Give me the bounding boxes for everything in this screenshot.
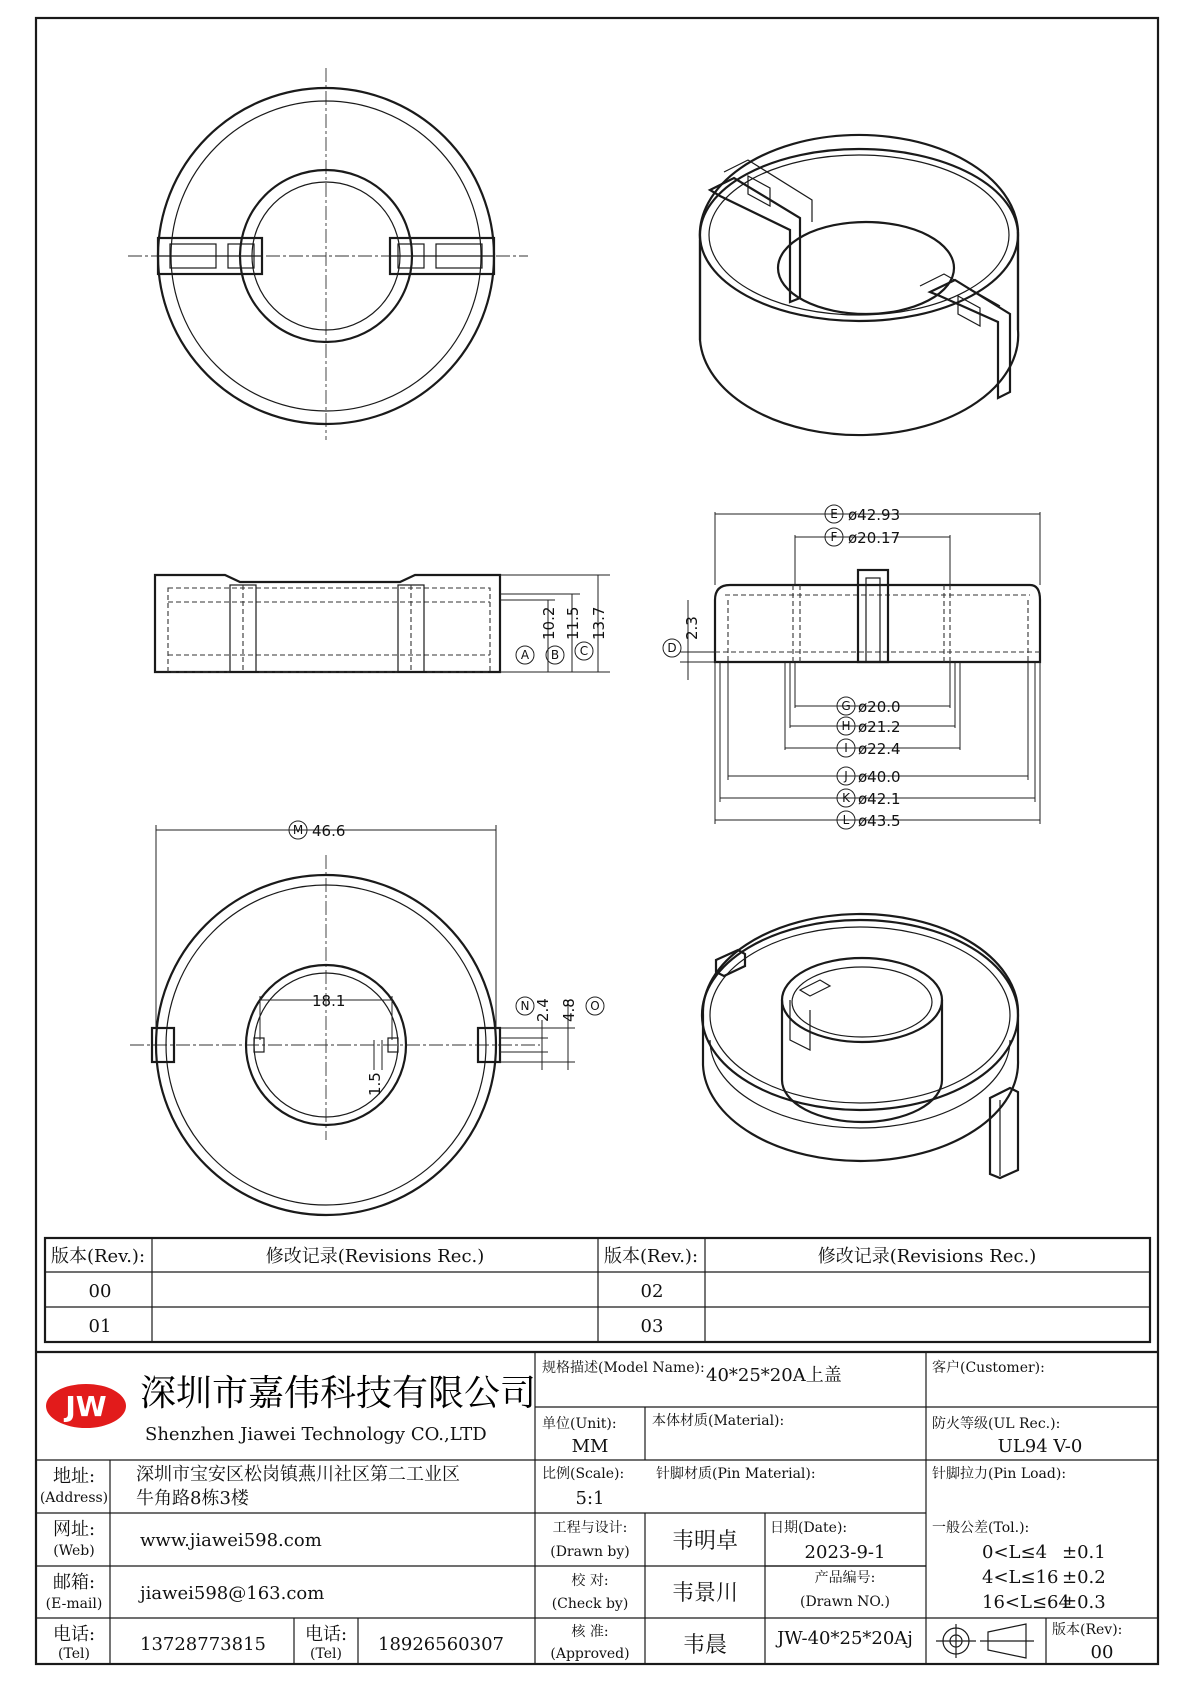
- tel-label-2-en: (Tel): [310, 1646, 342, 1662]
- rev-row-00: 00: [88, 1281, 112, 1302]
- tol-range-3: 16<L≤64: [982, 1592, 1070, 1613]
- svg-text:O: O: [590, 999, 600, 1013]
- drawn-by: 韦明卓: [671, 1529, 739, 1554]
- email-label-en: (E-mail): [45, 1596, 103, 1612]
- balloon-a: [516, 646, 534, 664]
- approved-by: 韦晨: [682, 1633, 728, 1658]
- rec-header-left: 修改记录(Revisions Rec.): [265, 1246, 485, 1267]
- tel-label: 电话:: [52, 1624, 96, 1645]
- company-name-en: Shenzhen Jiawei Technology CO.,LTD: [145, 1424, 487, 1445]
- tol-value-2: ±0.2: [1062, 1567, 1106, 1588]
- tol-value-1: ±0.1: [1062, 1542, 1106, 1563]
- top-view: [128, 68, 528, 440]
- svg-text:N: N: [520, 999, 530, 1013]
- check-label-en: (Check by): [551, 1596, 629, 1612]
- dim-inner-width-value: 18.1: [312, 992, 346, 1010]
- email-label: 邮箱:: [52, 1572, 96, 1593]
- dim-slot-value: 1.5: [366, 1072, 384, 1096]
- iso-top-view: [700, 135, 1018, 435]
- date-value: 2023-9-1: [804, 1542, 886, 1563]
- email-value: jiawei598@163.com: [140, 1583, 325, 1604]
- drawing-no-label: 产品编号:: [814, 1570, 876, 1586]
- svg-text:I: I: [844, 741, 848, 755]
- dim-d-value: 2.3: [683, 616, 701, 640]
- iso-bottom-view: [702, 914, 1018, 1178]
- dim-l-value: ø43.5: [858, 812, 901, 830]
- ul-label: 防火等级(UL Rec.):: [932, 1416, 1061, 1432]
- balloon-d: [663, 639, 681, 657]
- tol-range-2: 4<L≤16: [982, 1567, 1059, 1588]
- address-label-en: (Address): [39, 1490, 109, 1506]
- tel-label-2: 电话:: [304, 1624, 348, 1645]
- svg-text:B: B: [550, 648, 560, 662]
- tol-value-3: ±0.3: [1062, 1592, 1106, 1613]
- dim-j-value: ø40.0: [858, 768, 901, 786]
- rev-label: 版本(Rev):: [1052, 1622, 1123, 1638]
- unit-label: 单位(Unit):: [542, 1416, 617, 1432]
- balloon-b: [546, 646, 564, 664]
- dim-f-value: ø20.17: [848, 529, 901, 547]
- tel-2: 18926560307: [378, 1634, 504, 1655]
- dim-i-value: ø22.4: [858, 740, 901, 758]
- rev-header-right: 版本(Rev.):: [603, 1246, 699, 1267]
- rec-header-right: 修改记录(Revisions Rec.): [817, 1246, 1037, 1267]
- svg-text:F: F: [830, 530, 838, 544]
- bottom-view: [130, 825, 575, 1215]
- company-name-cn: 深圳市嘉伟科技有限公司: [140, 1373, 537, 1414]
- svg-text:G: G: [841, 699, 851, 713]
- unit-value: MM: [571, 1436, 609, 1457]
- pin-material-label: 针脚材质(Pin Material):: [656, 1466, 816, 1482]
- svg-text:D: D: [667, 641, 677, 655]
- tel-label-en: (Tel): [58, 1646, 90, 1662]
- tol-range-1: 0<L≤4: [982, 1542, 1048, 1563]
- drawn-label-en: (Drawn by): [550, 1544, 630, 1560]
- approved-label-en: (Approved): [550, 1646, 630, 1662]
- customer-label: 客户(Customer):: [932, 1360, 1045, 1376]
- pin-load-label: 针脚拉力(Pin Load):: [932, 1466, 1067, 1482]
- address-line-1: 深圳市宝安区松岗镇燕川社区第二工业区: [136, 1464, 460, 1485]
- ul-value: UL94 V-0: [997, 1436, 1083, 1457]
- check-by: 韦景川: [671, 1581, 739, 1606]
- rev-row-01: 01: [88, 1316, 112, 1337]
- rev-row-03: 03: [640, 1316, 664, 1337]
- svg-text:K: K: [842, 791, 850, 805]
- tel-1: 13728773815: [140, 1634, 266, 1655]
- model-label: 规格描述(Model Name):: [542, 1360, 705, 1376]
- balloon-o: [586, 997, 604, 1015]
- date-label: 日期(Date):: [770, 1520, 848, 1536]
- dim-o-value: 4.8: [560, 998, 578, 1022]
- rev-row-02: 02: [640, 1281, 664, 1302]
- balloon-c: [575, 642, 593, 660]
- svg-text:J: J: [844, 769, 848, 783]
- balloon-n: [516, 997, 534, 1015]
- company-logo: [46, 1384, 126, 1428]
- dim-e-value: ø42.93: [848, 506, 901, 524]
- scale-value: 5:1: [575, 1488, 605, 1509]
- dim-g-value: ø20.0: [858, 698, 901, 716]
- web-label: 网址:: [52, 1519, 96, 1540]
- dim-a-value: 10.2: [540, 606, 558, 640]
- dim-n-value: 2.4: [534, 998, 552, 1022]
- address-label: 地址:: [52, 1466, 96, 1487]
- svg-text:L: L: [842, 813, 850, 827]
- svg-text:E: E: [830, 507, 838, 521]
- svg-text:A: A: [520, 648, 530, 662]
- scale-label: 比例(Scale):: [542, 1466, 625, 1482]
- address-line-2: 牛角路8栋3楼: [136, 1488, 249, 1509]
- model-value: 40*25*20A上盖: [706, 1365, 842, 1386]
- dim-h-value: ø21.2: [858, 718, 901, 736]
- web-value: www.jiawei598.com: [140, 1530, 322, 1551]
- drawing-no-value: JW-40*25*20Aj: [777, 1628, 913, 1649]
- dim-b-value: 11.5: [564, 606, 582, 640]
- logo-text: JW: [65, 1390, 107, 1423]
- rev-value: 00: [1090, 1642, 1114, 1663]
- svg-text:M: M: [292, 823, 304, 837]
- web-label-en: (Web): [53, 1543, 95, 1559]
- projection-symbol-icon: [936, 1624, 1034, 1658]
- drawn-label: 工程与设计:: [552, 1520, 628, 1536]
- svg-text:C: C: [579, 644, 589, 658]
- drawing-no-label-en: (Drawn NO.): [800, 1594, 890, 1610]
- svg-text:H: H: [841, 719, 851, 733]
- material-label: 本体材质(Material):: [652, 1413, 785, 1429]
- dim-m-value: 46.6: [312, 822, 346, 840]
- check-label: 校 对:: [571, 1573, 609, 1589]
- rev-header-left: 版本(Rev.):: [50, 1246, 146, 1267]
- dim-k-value: ø42.1: [858, 790, 901, 808]
- approved-label: 核 准:: [571, 1624, 609, 1640]
- tol-label: 一般公差(Tol.):: [932, 1520, 1030, 1536]
- dim-c-value: 13.7: [590, 606, 608, 640]
